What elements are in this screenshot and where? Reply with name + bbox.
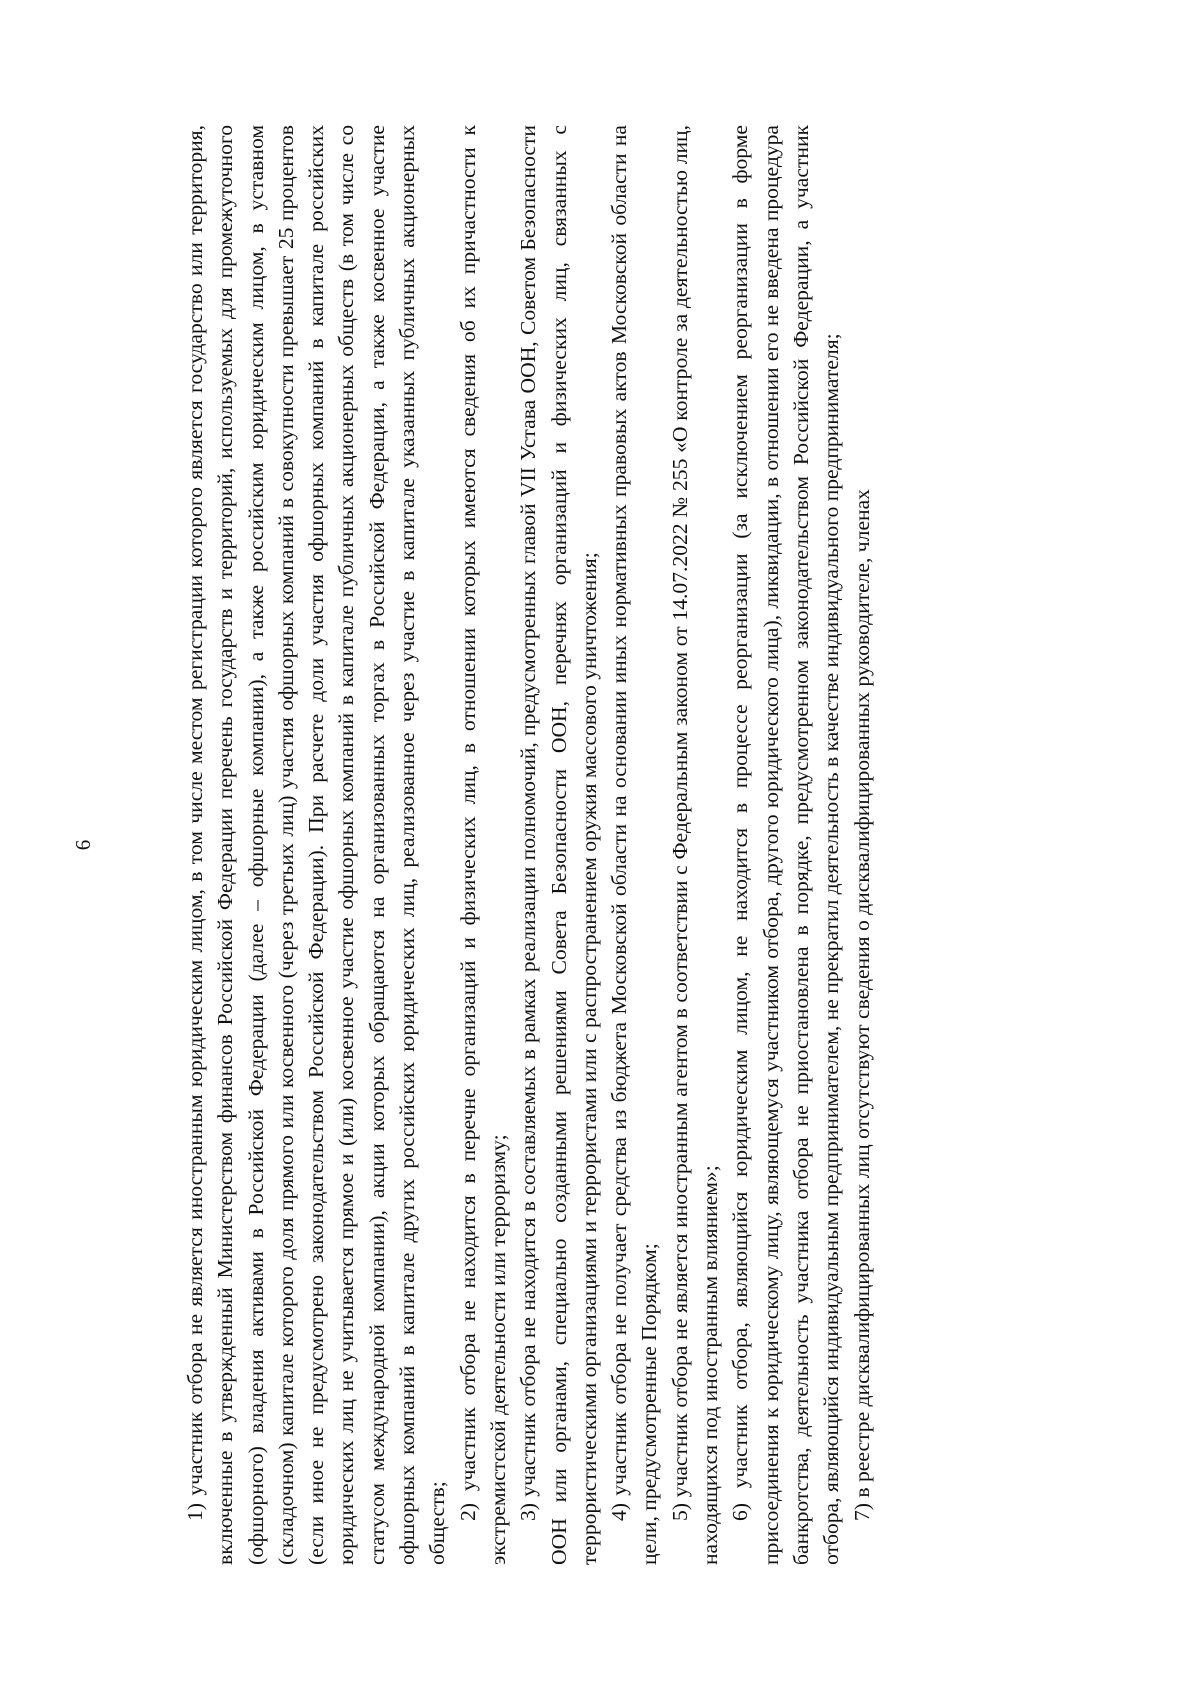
- page-number: 6: [71, 839, 95, 851]
- paragraph-6: 6) участник отбора, являющийся юридическим лицом, не находится в процессе реорганизации (за исключением реорганизации в форме присоединения к юридическому лицу, являющемуся участником отбора, другого юридического лица), ликвидации, в отношении его не введена процедура банкротства, деятельность участника отбора не приостановлена в порядке, предусмотренном законодательством Российской Федерации, а участник отбора, являющийся индивидуальным предпринимателем, не прекратил деятельность в качестве индивидуального предпринимателя;: [728, 125, 844, 1565]
- paragraph-4: 4) участник отбора не получает средства из бюджета Московской области на основании иных нормативных правовых актов Московской области на цели, предусмотренные Порядком;: [607, 125, 662, 1565]
- paragraph-3: 3) участник отбора не находится в составляемых в рамках реализации полномочий, предусмотренных главой VII Устава ООН, Советом Безопасности ООН или органами, специально созданными решениями Совета Безопасности ООН, перечнях организаций и физических лиц, связанных с террористическими организациями и террористами или с распространением оружия массового уничтожения;: [516, 125, 601, 1565]
- paragraph-1: 1) участник отбора не является иностранным юридическим лицом, в том числе местом регистрации которого является государство или территория, включенные в утвержденный Министерством финансов Российской Федерации перечень государств и территорий, используемых для промежуточного (офшорного) владения активами в Российской Федерации (далее – офшорные компании), а также российским юридическим лицом, в уставном (складочном) капитале которого доля прямого или косвенного (через третьих лиц) участия офшорных компаний в совокупности превышает 25 процентов (если иное не предусмотрено законодательством Российской Федерации). При расчете доли участия офшорных компаний в капитале российских юридических лиц не учитывается прямое и (или) косвенное участие офшорных компаний в капитале публичных акционерных обществ (в том числе со статусом международной компании), акции которых обращаются на организованных торгах в Российской Федерации, а также косвенное участие офшорных компаний в капитале других российских юридических лиц, реализованное через участие в капитале указанных публичных акционерных обществ;: [183, 125, 450, 1565]
- rotated-page-content: [71, 125, 1020, 1565]
- paragraph-5: 5) участник отбора не является иностранным агентом в соответствии с Федеральным законом от 14.07.2022 № 255 «О контроле за деятельностью лиц, находящихся под иностранным влиянием»;: [667, 125, 723, 1565]
- paragraph-2: 2) участник отбора не находится в перечне организаций и физических лиц, в отношении которых имеются сведения об их причастности к экстремистской деятельности или терроризму;: [455, 125, 510, 1565]
- paragraph-7: 7) в реестре дисквалифицированных лиц отсутствуют сведения о дисквалифицированных руководителе, членах: [849, 489, 874, 1521]
